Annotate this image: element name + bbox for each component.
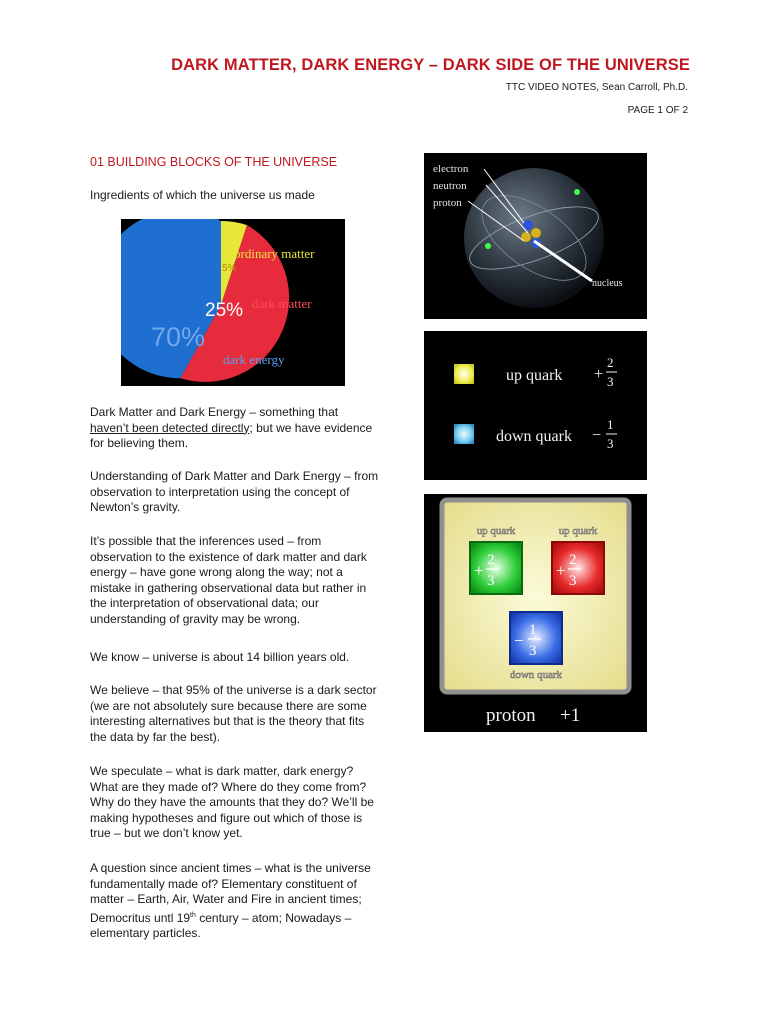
paragraph-ancient-a: A question since ancient times – what is the universe fundamentally made of? Elementary constituent of matter – Earth, Air, Water and Fire in ancient times; Democritus untl 19 bbox=[90, 861, 371, 925]
down-quark-swatch bbox=[454, 424, 474, 444]
up-quark-swatch bbox=[454, 364, 474, 384]
red-num: 2 bbox=[569, 552, 577, 568]
atom-diagram-image bbox=[424, 153, 647, 319]
label-nucleus: nucleus bbox=[592, 278, 623, 289]
paragraph-we-speculate: We speculate – what is dark matter, dark energy? What are they made of? Where do they come from? Why do they have the amounts that they do? We’ll be making hypotheses and figure out which of those is true – but we don’t know yet. bbox=[90, 764, 374, 840]
up-quark-caption-2: up quark bbox=[558, 525, 598, 537]
up-quark-label: up quark bbox=[506, 367, 563, 384]
down-charge-sign: − bbox=[592, 427, 602, 444]
up-quark-caption-1: up quark bbox=[476, 525, 516, 537]
red-sign: + bbox=[556, 561, 566, 580]
intro-text: Ingredients of which the universe us made bbox=[90, 188, 315, 202]
paragraph-undetected-a: Dark Matter and Dark Energy – something that bbox=[90, 405, 339, 419]
superscript-th: th bbox=[190, 911, 196, 919]
down-quark-label: down quark bbox=[496, 428, 572, 445]
paragraph-we-believe: We believe – that 95% of the universe is a dark sector (we are not absolutely sure because there are some interesting alternatives but that is the theory that fits the data by far the best). bbox=[90, 683, 377, 744]
blue-den: 3 bbox=[529, 643, 537, 659]
up-charge-num: 2 bbox=[607, 355, 614, 370]
document-subtitle: TTC VIDEO NOTES, Sean Carroll, Ph.D. bbox=[505, 82, 688, 93]
up-charge-sign: + bbox=[594, 366, 604, 383]
quark-charges-image bbox=[424, 331, 647, 480]
pie-chart-image bbox=[121, 219, 345, 386]
label-neutron: neutron bbox=[433, 180, 467, 192]
page-number: PAGE 1 OF 2 bbox=[627, 105, 688, 116]
blue-sign: − bbox=[514, 631, 524, 650]
pie-pct-dark-energy: 70% bbox=[151, 322, 206, 352]
section-heading: 01 BUILDING BLOCKS OF THE UNIVERSE bbox=[90, 155, 338, 169]
paragraph-inferences: It’s possible that the inferences used – from observation to the existence of dark matter and dark energy – have gone wrong along the way; not a mistake in gathering observational data but rather in the interpretation of observational data; our understanding of gravity may be wrong. bbox=[90, 534, 367, 626]
down-quark-caption: down quark bbox=[509, 669, 563, 681]
paragraph-understanding: Understanding of Dark Matter and Dark Energy – from observation to interpretation using the concept of Newton’s gravity. bbox=[90, 469, 379, 514]
red-den: 3 bbox=[569, 573, 577, 589]
down-charge-den: 3 bbox=[607, 436, 614, 451]
paragraph-we-know: We know – universe is about 14 billion years old. bbox=[90, 650, 350, 664]
label-proton: proton bbox=[433, 197, 462, 209]
pie-label-dark-energy: dark energy bbox=[223, 352, 285, 367]
electron-dot-2 bbox=[574, 189, 580, 195]
pie-label-dark-matter: dark matter bbox=[252, 296, 312, 311]
paragraph-undetected-b: ; but we have evidence for believing them. bbox=[90, 420, 373, 450]
pie-pct-ordinary: 5% bbox=[222, 263, 237, 274]
pie-label-ordinary: ordinary matter bbox=[234, 246, 315, 261]
label-electron: electron bbox=[433, 163, 469, 175]
paragraph-ancient-b: century – atom; Nowadays – elementary particles. bbox=[90, 910, 352, 940]
nucleon-2 bbox=[531, 228, 541, 238]
blue-num: 1 bbox=[529, 622, 537, 638]
proton-caption: proton bbox=[486, 705, 536, 726]
proton-diagram-image bbox=[424, 494, 647, 732]
green-num: 2 bbox=[487, 552, 495, 568]
down-charge-num: 1 bbox=[607, 417, 614, 432]
document-title: DARK MATTER, DARK ENERGY – DARK SIDE OF THE UNIVERSE bbox=[171, 56, 690, 74]
pie-pct-dark-matter: 25% bbox=[205, 300, 244, 321]
paragraph-undetected bbox=[90, 405, 380, 452]
green-sign: + bbox=[474, 561, 484, 580]
up-charge-den: 3 bbox=[607, 374, 614, 389]
atom-sphere bbox=[464, 168, 604, 308]
underlined-phrase: haven’t been detected directly bbox=[90, 420, 250, 435]
proton-charge: +1 bbox=[560, 705, 581, 726]
paragraph-ancient-question bbox=[90, 861, 380, 942]
electron-dot-1 bbox=[485, 243, 491, 249]
green-den: 3 bbox=[487, 573, 495, 589]
